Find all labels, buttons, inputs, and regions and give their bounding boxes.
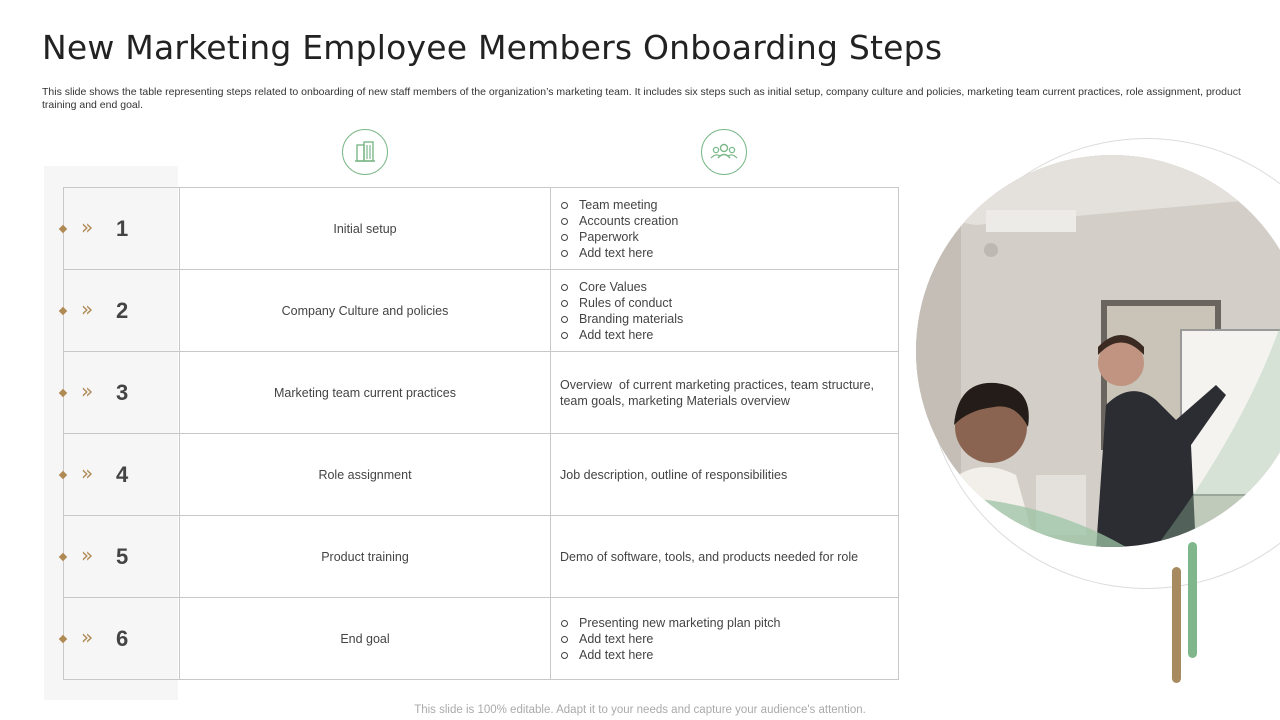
- step-description: Job description, outline of responsibilities: [560, 467, 788, 482]
- double-chevron-icon: »: [81, 542, 94, 567]
- step-number: 4: [116, 461, 129, 487]
- step-number: 2: [116, 297, 129, 323]
- step-name: Marketing team current practices: [180, 352, 551, 434]
- building-icon: [342, 129, 388, 175]
- decorative-bar-brown: [1172, 567, 1181, 683]
- list-item: Add text here: [560, 631, 898, 647]
- step-number: 6: [116, 625, 129, 651]
- step-description: Overview of current marketing practices, team structure, team goals, marketing Materials overview: [560, 377, 878, 408]
- step-description: Demo of software, tools, and products needed for role: [560, 549, 859, 564]
- step-number-cell: [64, 188, 180, 270]
- step-number-cell: [64, 516, 180, 598]
- table-row: [64, 270, 899, 352]
- decorative-bar-green: [1188, 542, 1197, 658]
- step-name: Initial setup: [180, 188, 551, 270]
- double-chevron-icon: »: [81, 214, 94, 239]
- step-number-cell: [64, 270, 180, 352]
- step-name: Product training: [180, 516, 551, 598]
- step-number: 3: [116, 379, 129, 405]
- list-item: Core Values: [560, 279, 898, 295]
- step-name: Role assignment: [180, 434, 551, 516]
- step-details: [551, 270, 899, 352]
- step-details: [551, 598, 899, 680]
- double-chevron-icon: »: [81, 378, 94, 403]
- step-details: [551, 188, 899, 270]
- list-item: Branding materials: [560, 311, 898, 327]
- table-row: [64, 188, 899, 270]
- step-details: [551, 352, 899, 434]
- slide-title: New Marketing Employee Members Onboarding Steps: [42, 28, 943, 67]
- step-name: End goal: [180, 598, 551, 680]
- list-item: Add text here: [560, 245, 898, 261]
- step-number: 5: [116, 543, 129, 569]
- list-item: Add text here: [560, 327, 898, 343]
- list-item: Paperwork: [560, 229, 898, 245]
- list-item: Presenting new marketing plan pitch: [560, 615, 898, 631]
- table-row: [64, 598, 899, 680]
- step-details: [551, 434, 899, 516]
- step-number: 1: [116, 215, 129, 241]
- table-row: [64, 352, 899, 434]
- table-row: [64, 434, 899, 516]
- slide-footer: This slide is 100% editable. Adapt it to your needs and capture your audience's attention.: [414, 704, 866, 716]
- step-number-cell: [64, 352, 180, 434]
- double-chevron-icon: »: [81, 296, 94, 321]
- list-item: Team meeting: [560, 197, 898, 213]
- step-number-cell: [64, 598, 180, 680]
- slide-description: This slide shows the table representing steps related to onboarding of new staff members of the organization’s marketing team. It includes six steps such as initial setup, company culture and policies, marketing team current practices, role assignment, product training and end goal.: [42, 86, 1241, 111]
- list-item: Accounts creation: [560, 213, 898, 229]
- onboarding-steps-table: [63, 187, 899, 680]
- double-chevron-icon: »: [81, 624, 94, 649]
- list-item: Rules of conduct: [560, 295, 898, 311]
- step-number-cell: [64, 434, 180, 516]
- team-icon: [701, 129, 747, 175]
- table-row: [64, 516, 899, 598]
- step-name: Company Culture and policies: [180, 270, 551, 352]
- step-details: [551, 516, 899, 598]
- double-chevron-icon: »: [81, 460, 94, 485]
- list-item: Add text here: [560, 647, 898, 663]
